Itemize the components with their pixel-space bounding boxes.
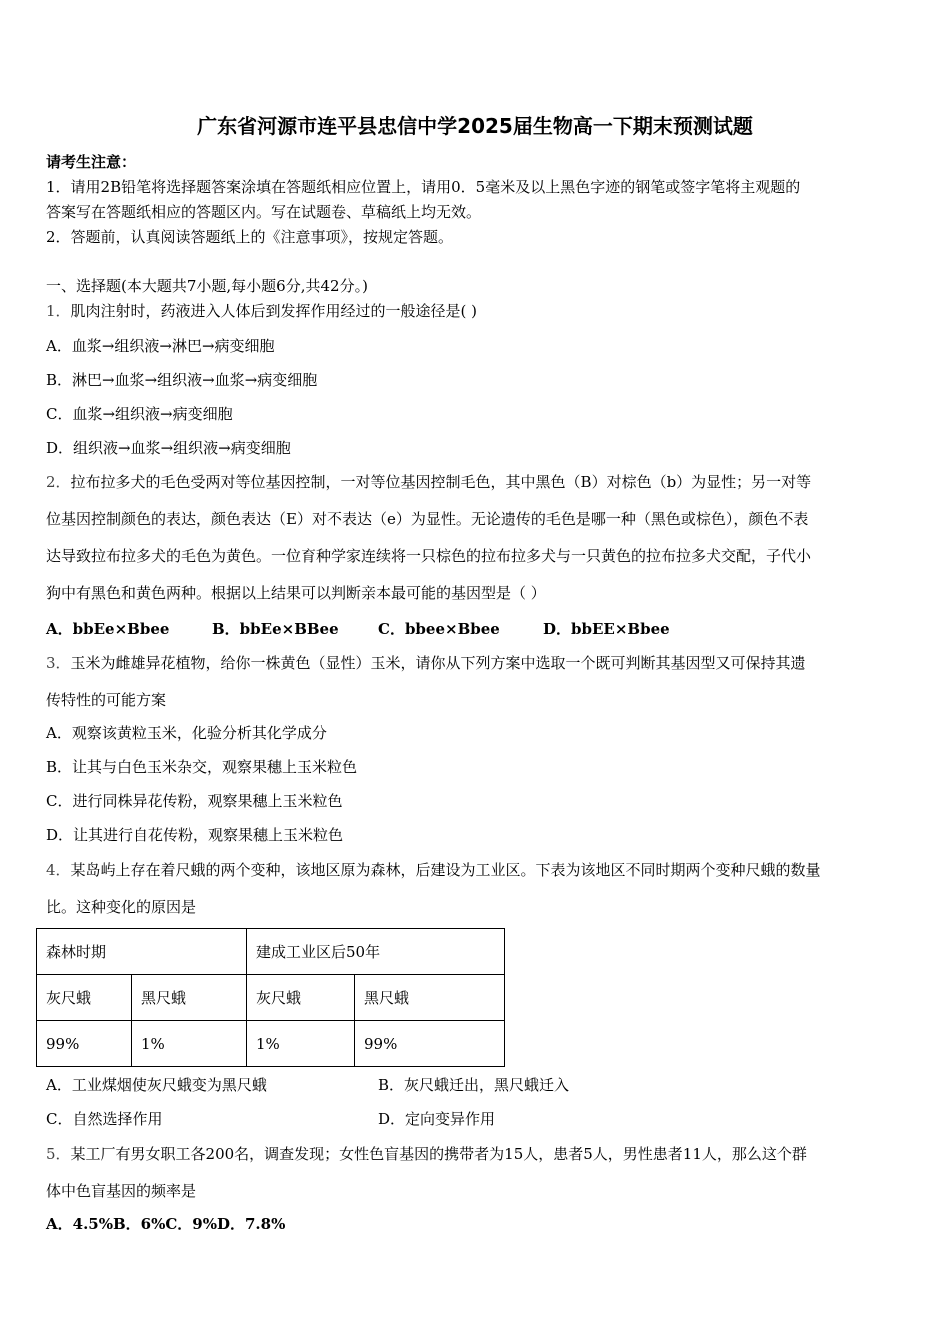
question-2-line-3: 达导致拉布拉多犬的毛色为黄色。一位育种学家连续将一只棕色的拉布拉多犬与一只黄色的拉布拉多犬交配，子代小	[46, 547, 812, 565]
question-1-number: 1．	[46, 302, 71, 320]
table-cell-period-forest: 森林时期	[37, 929, 247, 975]
question-2-line-1	[46, 472, 811, 492]
question-2-number: 2．	[46, 473, 71, 491]
exam-title: 广东省河源市连平县忠信中学2025届生物高一下期末预测试题	[197, 114, 753, 138]
question-1-option-d: D．组织液→血浆→组织液→病变细胞	[46, 439, 291, 457]
question-4-text-1: 某岛屿上存在着尺蛾的两个变种，该地区原为森林，后建设为工业区。下表为该地区不同时期两个变种尺蛾的数量	[70, 861, 821, 879]
question-5-number: 5．	[46, 1145, 71, 1163]
table-cell-value: 99%	[355, 1021, 505, 1067]
question-2-option-d: D．bbEE×Bbee	[543, 620, 670, 638]
question-1-option-b: B．淋巴→血浆→组织液→血浆→病变细胞	[46, 371, 318, 389]
moth-ratio-table	[36, 928, 505, 1067]
question-2-text-1: 拉布拉多犬的毛色受两对等位基因控制，一对等位基因控制毛色，其中黑色（B）对棕色（b）为显性；另一对等	[70, 473, 812, 491]
question-3-option-a: A．观察该黄粒玉米，化验分析其化学成分	[46, 724, 327, 742]
question-4-option-a: A．工业煤烟使灰尺蛾变为黑尺蛾	[46, 1076, 267, 1094]
table-cell-header: 灰尺蛾	[37, 975, 132, 1021]
question-1-option-c: C．血浆→组织液→病变细胞	[46, 405, 233, 423]
question-1-stem	[46, 301, 477, 321]
question-5-options: A．4.5%B．6%C．9%D．7.8%	[46, 1215, 286, 1233]
table-cell-header: 黑尺蛾	[355, 975, 505, 1021]
question-4-line-1	[46, 860, 821, 880]
table-row	[37, 929, 505, 975]
notice-item1-line2: 答案写在答题纸相应的答题区内。写在试题卷、草稿纸上均无效。	[46, 203, 482, 221]
notice-item1-line1: 1．请用2B铅笔将选择题答案涂填在答题纸相应位置上，请用0．5毫米及以上黑色字迹的钢笔或签字笔将主观题的	[46, 178, 801, 196]
question-1-text: 肌肉注射时，药液进入人体后到发挥作用经过的一般途径是( )	[70, 302, 478, 320]
table-cell-header: 黑尺蛾	[132, 975, 247, 1021]
question-3-line-2: 传特性的可能方案	[46, 691, 167, 709]
question-2-option-b: B．bbEe×BBee	[212, 620, 339, 638]
question-3-number: 3．	[46, 654, 71, 672]
question-3-option-c: C．进行同株异花传粉，观察果穗上玉米粒色	[46, 792, 343, 810]
question-5-line-2: 体中色盲基因的频率是	[46, 1182, 197, 1200]
question-3-text-1: 玉米为雌雄异花植物，给你一株黄色（显性）玉米，请你从下列方案中选取一个既可判断其基因型又可保持其遗	[70, 654, 806, 672]
question-5-text-1: 某工厂有男女职工各200名，调查发现；女性色盲基因的携带者为15人，患者5人，男性患者11人，那么这个群	[70, 1145, 807, 1163]
question-4-number: 4．	[46, 861, 71, 879]
question-4-option-d: D．定向变异作用	[378, 1110, 496, 1128]
table-cell-value: 1%	[247, 1021, 355, 1067]
question-4-option-b: B．灰尺蛾迁出，黑尺蛾迁入	[378, 1076, 570, 1094]
question-3-line-1	[46, 653, 806, 673]
question-2-option-a: A．bbEe×Bbee	[46, 620, 170, 638]
question-4-line-2: 比。这种变化的原因是	[46, 898, 197, 916]
question-3-option-b: B．让其与白色玉米杂交，观察果穗上玉米粒色	[46, 758, 358, 776]
section-heading: 一、选择题(本大题共7小题,每小题6分,共42分。)	[46, 277, 368, 295]
question-1-option-a: A．血浆→组织液→淋巴→病变细胞	[46, 337, 275, 355]
table-cell-period-industrial: 建成工业区后50年	[247, 929, 505, 975]
table-row	[37, 975, 505, 1021]
table-cell-value: 99%	[37, 1021, 132, 1067]
question-2-line-4: 狗中有黑色和黄色两种。根据以上结果可以判断亲本最可能的基因型是（ ）	[46, 584, 546, 602]
question-2-option-c: C．bbee×Bbee	[378, 620, 500, 638]
table-row	[37, 1021, 505, 1067]
question-5-line-1	[46, 1144, 807, 1164]
table-cell-value: 1%	[132, 1021, 247, 1067]
notice-item2: 2．答题前，认真阅读答题纸上的《注意事项》，按规定答题。	[46, 228, 454, 246]
table-cell-header: 灰尺蛾	[247, 975, 355, 1021]
notice-heading: 请考生注意：	[46, 153, 137, 171]
question-4-option-c: C．自然选择作用	[46, 1110, 163, 1128]
question-2-line-2: 位基因控制颜色的表达，颜色表达（E）对不表达（e）为显性。无论遗传的毛色是哪一种（黑色或棕色），颜色不表	[46, 510, 809, 528]
question-3-option-d: D．让其进行自花传粉，观察果穗上玉米粒色	[46, 826, 344, 844]
